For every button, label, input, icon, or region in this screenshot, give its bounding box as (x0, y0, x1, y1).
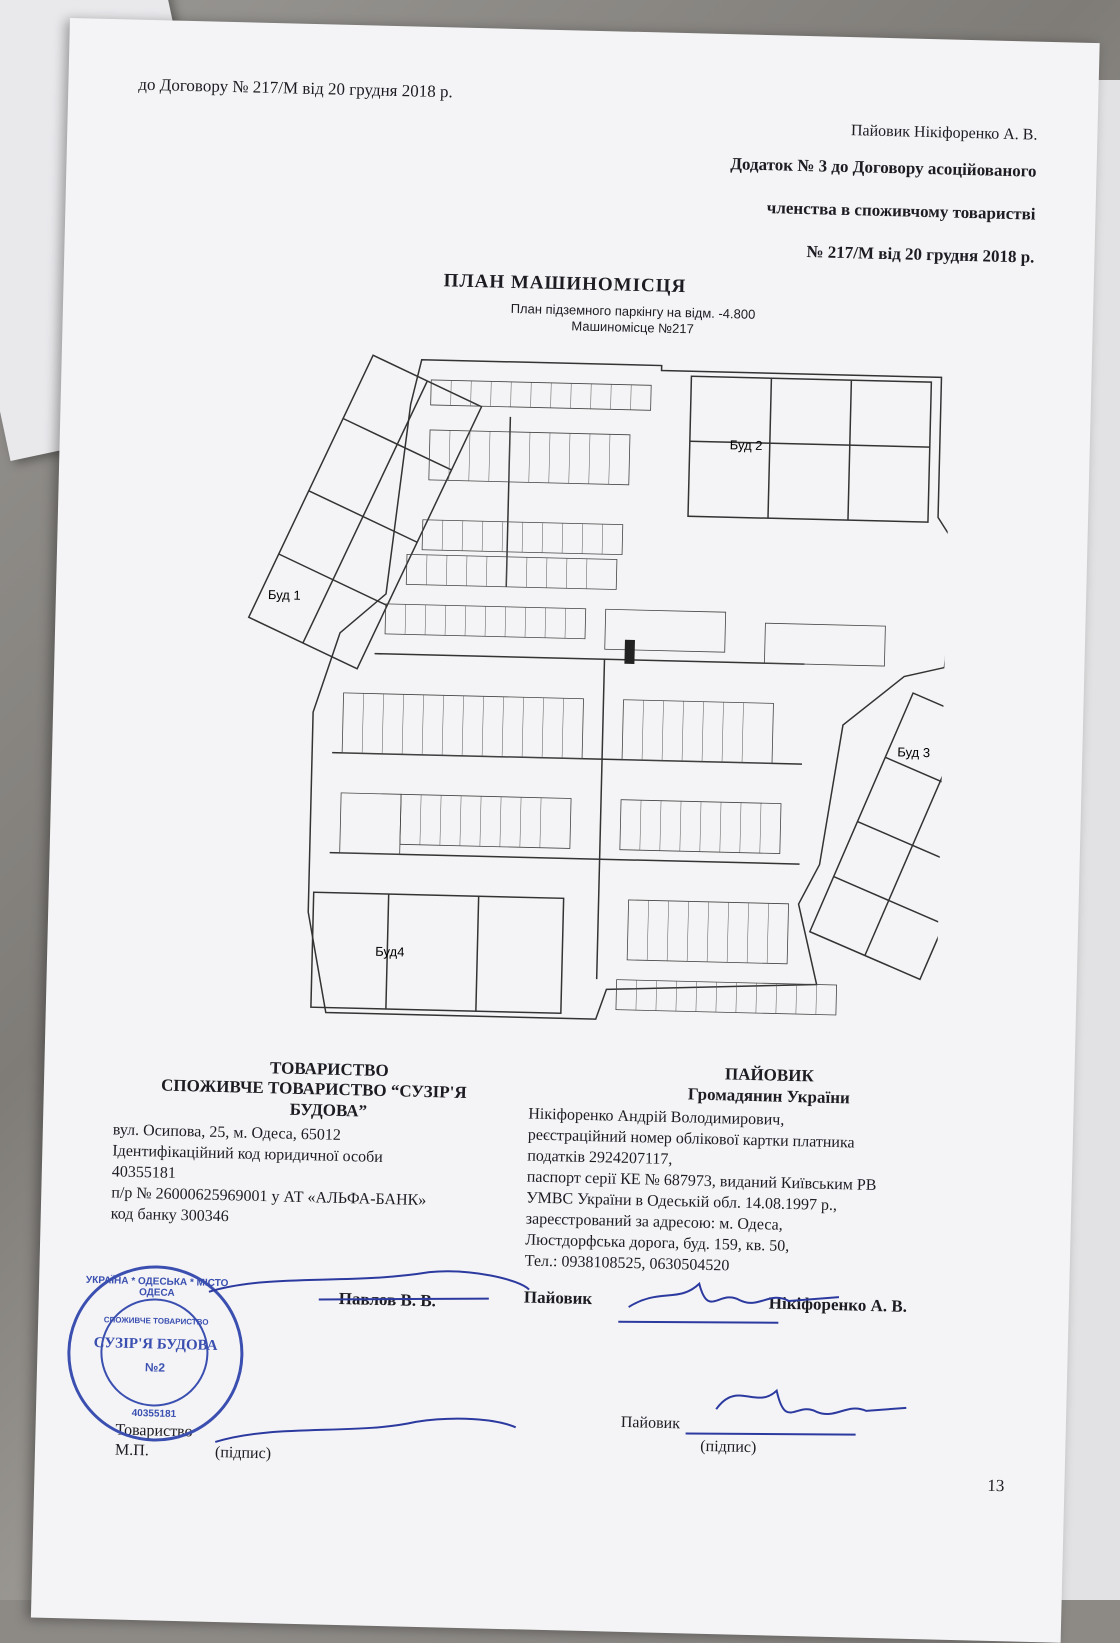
parking-floor-plan (195, 330, 952, 1048)
member-phone: Тел.: 0938108525, 0630504520 (524, 1252, 730, 1275)
member-sign-label: Пайовик (523, 1287, 593, 1309)
member-address: Люстдорфська дорога, буд. 159, кв. 50, (525, 1231, 790, 1255)
company-name-line-2: БУДОВА” (289, 1099, 368, 1121)
annex-line-3: № 217/М від 20 грудня 2018 р. (806, 242, 1035, 267)
company-bank-code: код банку 300346 (110, 1205, 229, 1226)
stamp-name: СУЗІР'Я БУДОВА (93, 1334, 218, 1354)
stamp-outer-text: УКРАЇНА * ОДЕСЬКА * МІСТО ОДЕСА (85, 1274, 229, 1299)
member-full-name: Нікіфоренко Андрій Володимирович, (528, 1105, 785, 1129)
annex-line-1: Додаток № 3 до Договору асоційованого (730, 154, 1037, 181)
company-id-label: Ідентифікаційний код юридичної особи (112, 1142, 383, 1166)
building-4-label: Буд4 (375, 943, 405, 960)
annex-line-2: членства в споживчому товаристві (766, 198, 1036, 224)
company-signature-hint: (підпис) (214, 1443, 272, 1463)
building-3-label: Буд 3 (897, 744, 931, 761)
company-footer-label: Товариство (115, 1421, 193, 1441)
parking-spot-label: Машиномісце №217 (571, 318, 694, 337)
building-1-label: Буд 1 (267, 587, 301, 603)
company-id-value: 40355181 (111, 1163, 177, 1182)
member-passport: паспорт серії КЕ № 687973, виданий Київським РВ (526, 1168, 877, 1195)
company-name-line-1: СПОЖИВЧЕ ТОВАРИСТВО “СУЗІР'Я (160, 1075, 467, 1103)
company-heading: ТОВАРИСТВО (269, 1058, 389, 1081)
contract-reference: до Договору № 217/М від 20 грудня 2018 р. (138, 74, 453, 102)
member-name-header: Пайовик Нікіфоренко А. В. (850, 122, 1038, 144)
document-page (31, 18, 1100, 1643)
member-signature (595, 1256, 930, 1474)
plan-title: ПЛАН МАШИНОМІСЦЯ (443, 270, 687, 298)
member-footer-label: Пайовик (620, 1413, 681, 1433)
stamp-inner-text: СПОЖИВЧЕ ТОВАРИСТВО (103, 1315, 209, 1327)
building-2-label: Буд 2 (729, 437, 763, 454)
page-number: 13 (987, 1475, 1005, 1496)
member-heading: ПАЙОВИК (724, 1064, 815, 1086)
member-tax-label: реєстраційний номер облікової картки платника (527, 1126, 855, 1152)
member-signature-hint: (підпис) (700, 1437, 757, 1457)
company-bank-account: п/р № 26000625969001 у АТ «АЛЬФА-БАНК» (111, 1184, 427, 1210)
member-passport-issuer: УМВС України в Одеській обл. 14.08.1997 р., (526, 1189, 838, 1215)
company-signer: Павлов В. В. (338, 1288, 437, 1311)
member-signer: Нікіфоренко А. В. (768, 1293, 908, 1316)
highlighted-spot-217 (624, 640, 635, 664)
company-address: вул. Осипова, 25, м. Одеса, 65012 (112, 1121, 342, 1144)
plan-subtitle: План підземного паркінгу на відм. -4.800 (510, 300, 756, 322)
member-citizenship: Громадянин України (687, 1084, 851, 1108)
company-signature (185, 1251, 550, 1480)
member-registration: зареєстрований за адресою: м. Одеса, (525, 1210, 783, 1234)
member-tax-id: податків 2924207117, (527, 1147, 673, 1169)
stamp-code: 40355181 (131, 1407, 177, 1421)
stamp-number: №2 (144, 1360, 166, 1375)
company-seal-label: М.П. (114, 1441, 150, 1460)
